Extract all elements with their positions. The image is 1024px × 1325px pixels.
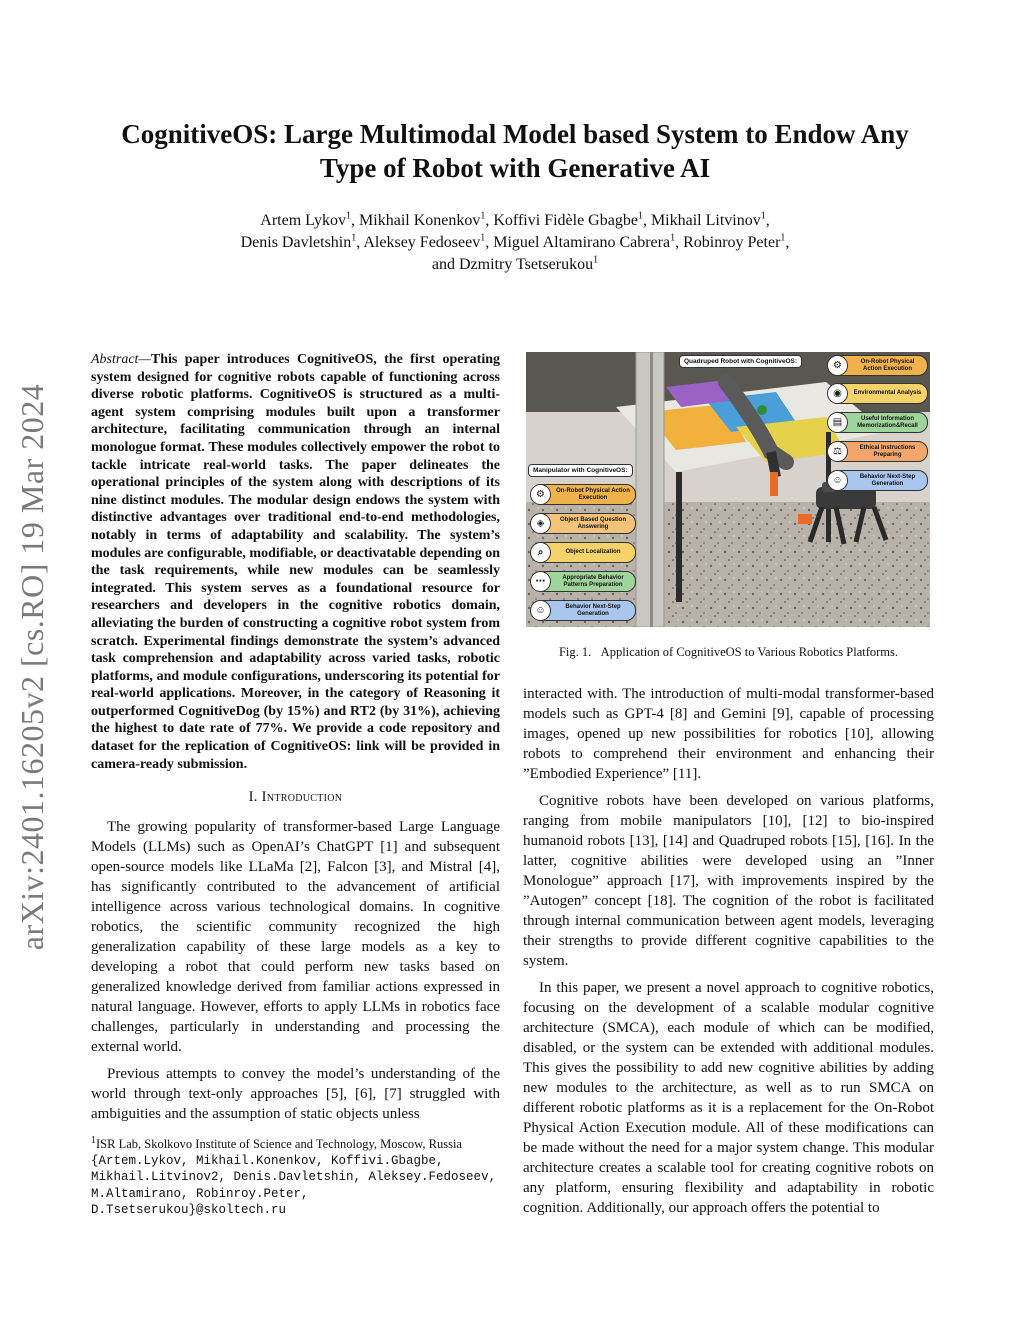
arxiv-identifier: arXiv:2401.16205v2 [cs.RO] 19 Mar 2024	[14, 383, 50, 951]
author-name: Denis Davletshin	[240, 234, 352, 251]
paragraph: Previous attempts to convey the model’s understanding of the world through text-only approaches [5], [6], [7] struggled with ambiguities and the assumption of static objects unless	[91, 1066, 500, 1122]
module-pill: ◈ Object Based Question Answering	[531, 513, 636, 534]
paragraph: The growing popularity of transformer-based Large Language Models (LLMs) such as OpenAI’s ChatGPT [1] and subsequent open-source models like LLaMa [2], Falcon [3], and Mistral [4], has significantly contributed to the advancement of artificial intelligence across various technological domains. In cognitive robotics, the scientific community recognized the high generalization capability of these large models as a key to developing a robot that could perform new tasks based on generalized knowledge derived from familiar actions expressed in natural language. However, efforts to apply LLMs in robotics face challenges, particularly in understanding and processing the external world.	[91, 819, 500, 1055]
figure-robots-photo	[526, 352, 930, 627]
author-line-1: Artem Lykov$^1$, Mikhail Konenkov$^1$, Koffivi Fidèle Gbagbe$^1$, Mikhail Litvinov$^1$,	[260, 210, 770, 229]
scales-icon: ⚖	[827, 441, 848, 462]
abstract	[91, 351, 500, 773]
module-pill: ☺ Behavior Next-Step Generation	[531, 600, 636, 621]
magnifier-icon: ⌕	[530, 542, 551, 563]
title-line-1: CognitiveOS: Large Multimodal Model based System to Endow Any	[121, 119, 909, 149]
author-name: Koffivi Fidèle Gbagbe	[493, 212, 638, 229]
author-line-2: Denis Davletshin$^1$, Aleksey Fedoseev$^1$, Miguel Altamirano Cabrera$^1$, Robinroy Peter$^1$,	[240, 232, 790, 251]
figure-caption: Fig. 1. Application of CognitiveOS to Various Robotics Platforms.	[558, 645, 898, 659]
paragraph: Cognitive robots have been developed on various platforms, ranging from mobile manipulators [10], [12] to bio-inspired humanoid robots [13], [14] and Quadruped robots [15], [16]. In the latter, cognitive abilities were developed using an ”Inner Monologue” approach [17], with improvements inspired by the ”Autogen” concept [18]. The cognition of the robot is facilitated through internal communication between agent models, leveraging their strengths to provide different cognitive capabilities to the system.	[523, 793, 934, 969]
intro-left-column	[91, 817, 500, 1131]
abstract-text: This paper introduces CognitiveOS, the first operating system designed for cognitive robots capable of functioning across diverse robotic platforms. CognitiveOS is structured as a multi-agent system comprising modules built upon a transformer architecture, facilitating communication through an internal monologue format. These modules collectively empower the robot to tackle intricate real-world tasks. The paper delineates the operational principles of the system along with descriptions of its nine distinct modules. The modular design endows the system with distinctive advantages over traditional end-to-end methodologies, notably in terms of adaptability and scalability. The system’s modules are configurable, modifiable, or deactivatable depending on the task requirements, while new modules can be seamlessly integrated. This system serves as a foundational resource for researchers and developers in the cognitive robotics domain, alleviating the burden of constructing a cognitive robot system from scratch. Experimental findings demonstrate the system’s advanced task comprehension and adaptability across varied tasks, robotic platforms, and module configurations, underscoring its potential for real-world applications. Moreover, in the category of Reasoning it outperformed CognitiveDog (by 15%) and RT2 (by 31%), achieving the highest to date rate of 77%. We provide a code repository and dataset for the replication of CognitiveOS: link will be provided in camera-ready submission.	[91, 352, 500, 772]
cube-icon: ◈	[530, 513, 551, 534]
author-name: and Dzmitry Tsetserukou	[431, 256, 594, 273]
author-name: Aleksey Fedoseev	[363, 234, 481, 251]
module-pill: ⚖ Ethical Instructions Preparing	[828, 441, 928, 462]
module-pill: ⚙ On-Robot Physical Action Execution	[531, 484, 636, 505]
gear-icon: ⚙	[530, 484, 551, 505]
module-pill: ◉ Environmental Analysis	[828, 383, 928, 404]
module-pill: ☺ Behavior Next-Step Generation	[828, 470, 928, 491]
robot-face-icon: ☺	[530, 600, 551, 621]
paper-title	[95, 117, 935, 185]
module-pill: ▤ Useful Information Memorization&Recall	[828, 412, 928, 433]
module-pill: ⋯ Appropriate Behavior Patterns Preparation	[531, 571, 636, 592]
gear-icon: ⚙	[827, 355, 848, 376]
section-heading-introduction: I. Introduction	[248, 789, 343, 805]
paragraph: In this paper, we present a novel approach to cognitive robotics, focusing on the development of a scalable modular cognitive architecture (SMCA), each module of which can be modified, disabled, or the system can be extended with additional modules. This gives the possibility to add new cognitive abilities by adding new modules to the architecture, as well as to run SMCA on different robotic platforms as it is a replacement for the On-Robot Physical Action Execution module. All of these modifications can be made without the need for a major system change. This modular architecture creates a scalable tool for creating cognitive robots on any platform, ensuring flexibility and adaptability in robotic cognition. Additionally, our approach offers the potential to	[523, 980, 934, 1216]
author-name: Robinroy Peter	[683, 234, 781, 251]
author-list	[150, 210, 880, 276]
manipulator-label: Manipulator with CognitiveOS:	[528, 464, 633, 477]
database-icon: ▤	[827, 412, 848, 433]
title-line-2: Type of Robot with Generative AI	[319, 153, 711, 183]
quadruped-label: Quadruped Robot with CognitiveOS:	[679, 355, 802, 368]
abstract-lead: Abstract—	[91, 352, 151, 367]
footnote-emails: {Artem.Lykov, Mikhail.Konenkov, Koffivi.Gbagbe, Mikhail.Litvinov2, Denis.Davletshin, Aleksey.Fedoseev, M.Altamirano, Robinroy.Peter, D.Tsetserukou}@skoltech.ru	[91, 1153, 497, 1218]
author-name: Artem Lykov	[260, 212, 347, 229]
author-name: Miguel Altamirano Cabrera	[493, 234, 671, 251]
chat-icon: ⋯	[530, 571, 551, 592]
author-name: Mikhail Litvinov	[650, 212, 761, 229]
module-pill: ⚙ On-Robot Physical Action Execution	[828, 355, 928, 376]
author-name: Mikhail Konenkov	[359, 212, 481, 229]
paragraph: interacted with. The introduction of multi-modal transformer-based models such as GPT-4 [8] and Gemini [9], capable of processing images, opened up new possibilities for robotics [10], allowing robots to comprehend their environment and enhancing their ”Embodied Experience” [11].	[523, 686, 934, 782]
footnote: $^1$ISR Lab, Skolkovo Institute of Science and Technology, Moscow, Russia {Artem.Lykov, Mikhail.Konenkov, Koffivi.Gbagbe, Mikhail.Litvinov2, Denis.Davletshin, Aleksey.Fedoseev, M.Altamirano, Robinroy.Peter, D.Tsetserukou}@skoltech.ru	[91, 1134, 497, 1218]
robot-face-icon: ☺	[827, 470, 848, 491]
module-pill: ⌕ Object Localization	[531, 542, 636, 563]
author-line-3: and Dzmitry Tsetserukou$^1$	[431, 254, 599, 273]
eye-icon: ◉	[827, 383, 848, 404]
intro-right-column	[523, 684, 934, 1225]
